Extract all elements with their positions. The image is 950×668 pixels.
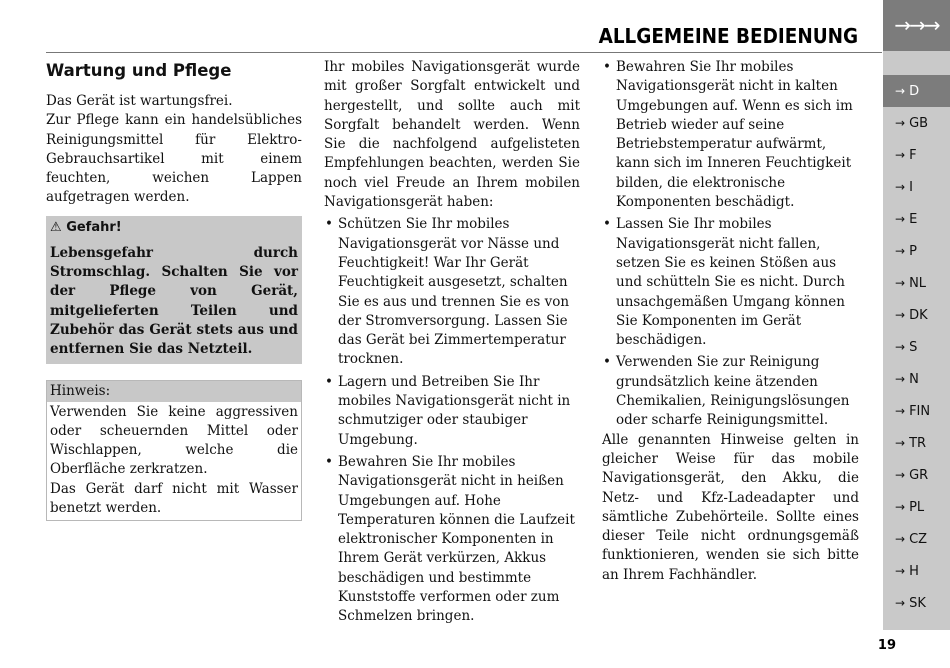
list-item: • Lagern und Betreiben Sie Ihr mobiles Navigationsgerät nicht in schmutziger oder staubiger Umgebung. [324, 373, 580, 450]
language-sidebar [883, 0, 950, 630]
language-tab-fin[interactable] [883, 395, 950, 427]
care-bullet-list-continued [602, 58, 859, 431]
closing-text: Alle genannten Hinweise gelten in gleicher Weise für das mobile Navigationsgerät, den Akku, die Netz- und Kfz-Ladeadapter und sämtliche Zubehörteile. Sollte eines dieser Teile nicht ordnungsgemäß funktionieren, wenden sie sich bitte an Ihrem Fachhändler. [602, 431, 859, 583]
arrow-right-icon: → [895, 148, 906, 162]
language-tab-label: H [909, 564, 919, 579]
language-tab-label: DK [909, 308, 928, 323]
language-tab-label: NL [909, 276, 927, 291]
list-item: • Lassen Sie Ihr mobiles Navigationsgerät nicht fallen, setzen Sie es keinen Stößen aus und schütteln Sie es nicht. Durch unsachgemäßen Umgang können Sie Komponenten im Gerät beschädigen. [602, 215, 859, 350]
language-tab-label: D [909, 84, 920, 99]
warning-triangle-icon: ⚠ [50, 219, 62, 235]
arrow-right-icon: → [895, 532, 906, 546]
list-item: • Bewahren Sie Ihr mobiles Navigationsgerät nicht in kalten Umgebungen auf. Wenn es sich im Betrieb wieder auf seine Betriebstemperatur aufwärmt, kann sich im Inneren Feuchtigkeit bilden, die elektronische Komponenten beschädigt. [602, 58, 859, 212]
arrow-right-icon: → [895, 84, 906, 98]
language-tab-d[interactable] [883, 75, 950, 107]
list-item: • Verwenden Sie zur Reinigung grundsätzlich keine ätzenden Chemikalien, Reinigungslösungen oder scharfe Reinigungsmittel. [602, 353, 859, 430]
language-tab-label: GB [909, 116, 929, 131]
note-box [46, 380, 302, 522]
language-tab-s[interactable] [883, 331, 950, 363]
danger-heading [50, 218, 298, 238]
maintenance-free-text: Das Gerät ist wartungsfrei. [46, 93, 233, 109]
triple-arrow-icon: →→→ [883, 0, 950, 51]
language-tab-label: TR [909, 436, 927, 451]
arrow-right-icon: → [895, 436, 906, 450]
list-item: • Schützen Sie Ihr mobiles Navigationsgerät vor Nässe und Feuchtigkeit! War Ihr Gerät Feuchtigkeit ausgesetzt, schalten Sie es aus und trennen Sie es von der Stromversorgung. Lassen Sie das Gerät bei Zimmertemperatur trocknen. [324, 215, 580, 369]
language-tab-label: F [909, 148, 917, 163]
section-title: Wartung und Pflege [46, 61, 232, 80]
page-number: 19 [877, 638, 896, 653]
note-title: Hinweis: [47, 381, 301, 402]
arrow-right-icon: → [895, 276, 906, 290]
list-item: • Bewahren Sie Ihr mobiles Navigationsgerät nicht in heißen Umgebungen auf. Hohe Temperaturen können die Laufzeit elektronischer Komponenten in Ihrem Gerät verkürzen, Akkus beschädigen und bestimmte Kunststoffe verformen oder zum Schmelzen bringen. [324, 453, 580, 627]
arrow-right-icon: → [895, 308, 906, 322]
language-tab-e[interactable] [883, 203, 950, 235]
language-tab-pl[interactable] [883, 491, 950, 523]
arrow-right-icon: → [895, 564, 906, 578]
danger-title: Gefahr! [66, 219, 122, 235]
language-tab-label: S [909, 340, 918, 355]
care-bullet-list [324, 215, 580, 626]
language-tab-label: I [909, 180, 913, 195]
arrow-right-icon: → [895, 372, 906, 386]
note-text-2: Das Gerät darf nicht mit Wasser benetzt werden. [50, 480, 298, 517]
arrow-right-icon: → [895, 500, 906, 514]
arrow-right-icon: → [895, 468, 906, 482]
language-tab-gr[interactable] [883, 459, 950, 491]
note-text-1: Verwenden Sie keine aggressiven oder scheuernden Mittel oder Wischlappen, welche die Oberfläche zerkratzen. [50, 403, 298, 478]
arrow-right-icon: → [895, 340, 906, 354]
language-tab-label: P [909, 244, 917, 259]
danger-warning-box [46, 216, 302, 364]
arrow-right-icon: → [895, 212, 906, 226]
language-tab-label: GR [909, 468, 929, 483]
language-tab-label: FIN [909, 404, 931, 419]
section-header-title: ALLGEMEINE BEDIENUNG [598, 24, 858, 48]
language-tab-n[interactable] [883, 363, 950, 395]
arrow-right-icon: → [895, 244, 906, 258]
language-tab-i[interactable] [883, 171, 950, 203]
language-tab-cz[interactable] [883, 523, 950, 555]
language-tab-gb[interactable] [883, 107, 950, 139]
language-tab-label: SK [909, 596, 926, 611]
language-tab-label: E [909, 212, 918, 227]
header-divider [46, 52, 882, 53]
cleaning-text: Zur Pflege kann ein handelsübliches Reinigungsmittel für Elektro-Gebrauchsartikel mit einem feuchten, weichen Lappen aufgetragen werden. [46, 112, 302, 206]
arrow-right-icon: → [895, 180, 906, 194]
language-tab-label: CZ [909, 532, 928, 547]
language-tab-sk[interactable] [883, 587, 950, 619]
arrow-right-icon: → [895, 404, 906, 418]
note-body [47, 402, 301, 521]
care-intro-text: Ihr mobiles Navigationsgerät wurde mit großer Sorgfalt entwickelt und hergestellt, und sollte auch mit Sorgfalt behandelt werden. Wenn Sie die nachfolgend aufgelisteten Empfehlungen beachten, werden Sie noch viel Freude an Ihrem mobilen Navigationsgerät haben: [324, 59, 580, 211]
column-maintenance [46, 58, 302, 521]
language-tab-h[interactable] [883, 555, 950, 587]
arrow-right-icon: → [895, 116, 906, 130]
language-tab-label: N [909, 372, 919, 387]
language-tab-tr[interactable] [883, 427, 950, 459]
language-tab-nl[interactable] [883, 267, 950, 299]
language-tab-dk[interactable] [883, 299, 950, 331]
column-care-intro [324, 58, 580, 627]
language-tab-p[interactable] [883, 235, 950, 267]
arrow-right-icon: → [895, 596, 906, 610]
language-tab-f[interactable] [883, 139, 950, 171]
language-tab-label: PL [909, 500, 925, 515]
column-care-continued [602, 58, 859, 585]
danger-text: Lebensgefahr durch Stromschlag. Schalten Sie vor der Pflege von Gerät, mitgelieferten Teilen und Zubehör das Gerät stets aus und entfernen Sie das Netzteil. [50, 244, 298, 358]
